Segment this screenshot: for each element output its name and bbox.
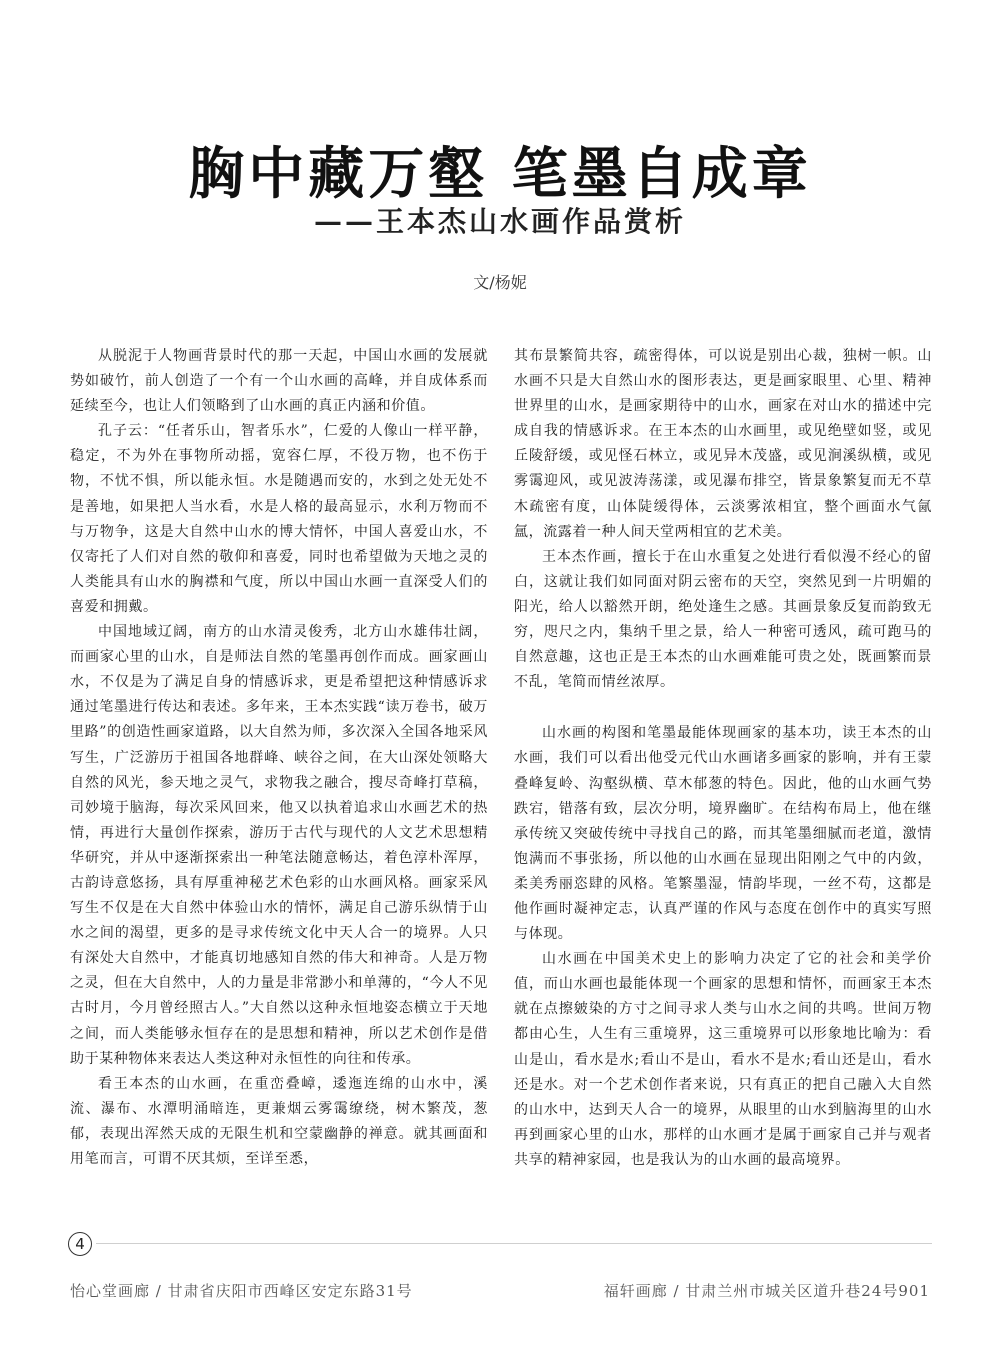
paragraph: 孔子云：“任者乐山，智者乐水”，仁爱的人像山一样平静，稳定，不为外在事物所动摇，宽容仁厚，不役万物，也不伤于物，不忧不惧，所以能永恒。水是随遇而安的，水到之处无处不是善地，如果把人当水看，水是人格的最高显示，水利万物而不与万物争，这是大自然中山水的博大情怀，中国人喜爱山水，不仅寄托了人们对自然的敬仰和喜爱，同时也希望做为天地之灵的人类能具有山水的胸襟和气度，所以中国山水画一直深受人们的喜爱和拥戴。 [70, 423, 488, 615]
paragraph: 山水画的构图和笔墨最能体现画家的基本功，读王本杰的山水画，我们可以看出他受元代山水画诸多画家的影响，并有王蒙叠峰复岭、沟壑纵横、草木郁葱的特色。因此，他的山水画气势跌宕，错落有致，层次分明，境界幽旷。在结构布局上，他在继承传统又突破传统中寻找自己的路，而其笔墨细腻而老道，激情饱满而不事张扬，所以他的山水画在显现出阳刚之气中的内敛，柔美秀丽恣肆的风格。笔繁墨湿，情韵毕现，一丝不苟，这都是他作画时凝神定志，认真严谨的作风与态度在创作中的真实写照与体现。 [514, 725, 932, 943]
paragraph: 看王本杰的山水画，在重峦叠嶂，逶迤连绵的山水中，溪流、瀑布、水潭明涌暗连，更兼烟云雾霭缭绕，树木繁茂，葱郁，表现出浑然天成的无限生机和空蒙幽静的禅意。就其画面和用笔而言，可谓不厌其烦，至详至悉， [70, 1075, 488, 1167]
footer-left-address: 怡心堂画廊 / 甘肃省庆阳市西峰区安定东路31号 [70, 1282, 413, 1300]
page-number: 4 [68, 1232, 92, 1256]
paragraph: 中国地域辽阔，南方的山水清灵俊秀，北方山水雄伟壮阔，而画家心里的山水，自是师法自然的笔墨再创作而成。画家画山水，不仅是为了满足自身的情感诉求，更是希望把这种情感诉求通过笔墨进行传达和表述。多年来，王本杰实践“读万卷书，破万里路”的创造性画家道路，以大自然为师，多次深入全国各地采风写生，广泛游历于祖国各地群峰、峡谷之间，在大山深处领略大自然的风光，参天地之灵气，求物我之融合，搜尽奇峰打草稿，司妙境于脑海，每次采风回来，他又以执着追求山水画艺术的热情，再进行大量创作探索，游历于古代与现代的人文艺术思想精华研究，并从中逐渐探索出一种笔法随意畅达，着色淳朴浑厚，古韵诗意悠扬，具有厚重神秘艺术色彩的山水画风格。画家采风写生不仅是在大自然中体验山水的情怀，满足自己游乐纵情于山水之间的渴望，更多的是寻求传统文化中天人合一的境界。人只有深处大自然中，才能真切地感知自然的伟大和神奇。人是万物之灵，但在大自然中，人的力量是非常渺小和单薄的，“今人不见古时月，今月曾经照古人。”大自然以这种永恒地姿态横立于天地之间，而人类能够永恒存在的是思想和精神，所以艺术创作是借助于某种物体来表达人类这种对永恒性的向往和传承。 [70, 624, 488, 1067]
left-column [70, 344, 488, 1172]
paragraph: 山水画在中国美术史上的影响力决定了它的社会和美学价值，而山水画也最能体现一个画家的思想和情怀，而画家王本杰就在点擦皴染的方寸之间寻求人类与山水之间的共鸣。世间万物都由心生，人生有三重境界，这三重境界可以形象地比喻为：看山是山，看水是水;看山不是山，看水不是水;看山还是山，看水还是水。对一个艺术创作者来说，只有真正的把自己融入大自然的山水中，达到天人合一的境界，从眼里的山水到脑海里的山水再到画家心里的山水，那样的山水画才是属于画家自己并与观者共享的精神家园，也是我认为的山水画的最高境界。 [514, 951, 932, 1168]
article-title: 胸中藏万壑 笔墨自成章 [188, 141, 812, 207]
footer-right-address: 福轩画廊 / 甘肃兰州市城关区道升巷24号901 [603, 1282, 930, 1300]
right-column [514, 344, 932, 1173]
paragraph: 从脱泥于人物画背景时代的那一天起，中国山水画的发展就势如破竹，前人创造了一个有一个山水画的高峰，并自成体系而延续至今，也让人们领略到了山水画的真正内涵和价值。 [70, 348, 488, 415]
paragraph: 王本杰作画，擅长于在山水重复之处进行看似漫不经心的留白，这就让我们如同面对阴云密布的天空，突然见到一片明媚的阳光，给人以豁然开朗，绝处逢生之感。其画景象反复而韵致无穷，咫尺之内，集纳千里之景，给人一种密可透风，疏可跑马的自然意趣，这也正是王本杰的山水画难能可贵之处，既画繁而景不乱，笔简而情丝浓厚。 [514, 548, 932, 691]
article-subtitle: ——王本杰山水画作品赏析 [313, 205, 686, 238]
article-author: 文/杨妮 [473, 273, 527, 292]
paragraph-gap [514, 695, 932, 721]
footer-divider [96, 1243, 932, 1244]
paragraph: 其布景繁简共容，疏密得体，可以说是别出心裁，独树一帜。山水画不只是大自然山水的图形表达，更是画家眼里、心里、精神世界里的山水，是画家期待中的山水，画家在对山水的描述中完成自我的情感诉求。在王本杰的山水画里，或见绝壁如竖，或见丘陵舒缓，或见怪石林立，或见异木茂盛，或见涧溪纵横，或见雾霭迎风，或见波涛荡漾，或见瀑布排空，皆景象繁复而无不草木疏密有度，山体陡缓得体，云淡雾浓相宜，整个画面水气氤氲，流露着一种人间天堂两相宜的艺术美。 [514, 348, 932, 540]
